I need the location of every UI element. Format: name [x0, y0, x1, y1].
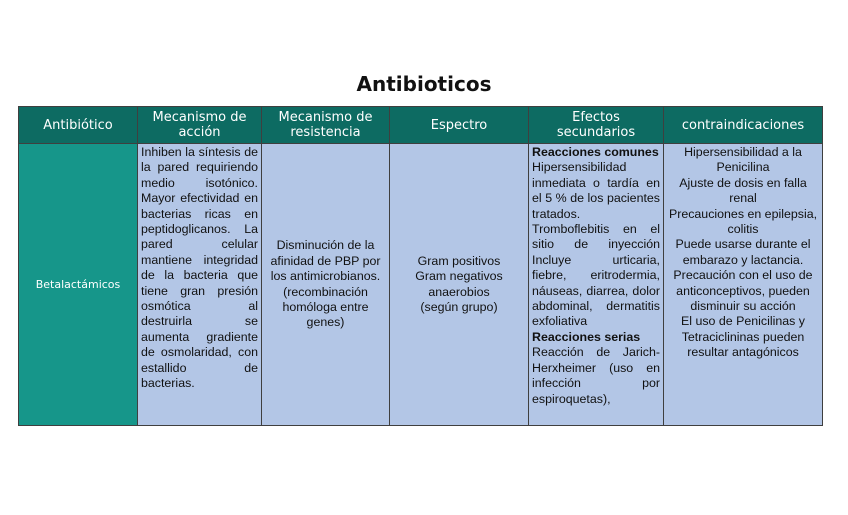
header-resistance: Mecanismo de resistencia — [262, 107, 390, 144]
table-row — [19, 144, 823, 426]
contraindication-item: Precauciones en epilepsia, colitis — [668, 206, 818, 237]
page-title: Antibioticos — [356, 72, 492, 96]
cell-antibiotic: Betalactámicos — [19, 144, 138, 426]
contraindication-item: Puede usarse durante el embarazo y lactancia. — [675, 237, 811, 267]
antibiotics-table — [18, 106, 823, 426]
contraindication-item: Ajuste de dosis en falla renal — [679, 175, 807, 206]
cell-spectrum — [390, 144, 529, 426]
table-header-row — [19, 107, 823, 144]
spectrum-line: (según grupo) — [420, 299, 498, 314]
common-reactions-heading: Reacciones comunes — [532, 145, 659, 159]
cell-contraindications — [664, 144, 823, 426]
cell-side-effects — [529, 144, 664, 426]
header-spectrum: Espectro — [390, 107, 529, 144]
contraindication-item: Precaución con el uso de anticonceptivos, pueden disminuir su acción — [673, 268, 813, 314]
spectrum-line: Gram positivos — [417, 253, 501, 268]
header-mechanism: Mecanismo de acción — [138, 107, 262, 144]
serious-reactions-heading: Reacciones serias — [532, 329, 641, 344]
spectrum-line: anaerobios — [428, 284, 490, 299]
cell-resistance: Disminución de la afinidad de PBP por los antimicrobianos. (recombinación homóloga entre genes) — [262, 144, 390, 426]
contraindication-item: Hipersensibilidad a la Penicilina — [684, 145, 802, 175]
contraindication-item: El uso de Penicilinas y Tetraciclininas pueden resultar antagónicos — [681, 314, 805, 360]
header-contraindications: contraindicaciones — [664, 107, 823, 144]
header-antibiotic: Antibiótico — [19, 107, 138, 144]
header-side-effects: Efectos secundarios — [529, 107, 664, 144]
cell-mechanism: Inhiben la síntesis de la pared requiriendo medio isotónico. Mayor efectividad en bacterias ricas en peptidoglicanos. La pared celular mantiene integridad de la bacteria que tiene gran presión osmótica al destruirla se aumenta gradiente de osmolaridad, con estallido de bacterias. — [138, 144, 262, 426]
spectrum-line: Gram negativos — [415, 269, 503, 284]
serious-reactions-text: Reacción de Jarich-Herxheimer (uso en infección por espiroquetas), — [532, 345, 660, 406]
common-reactions-text: Hipersensibilidad inmediata o tardía en el 5 % de los pacientes tratados. Tromboflebitis en el sitio de inyección Incluye urticaria, fiebre, eritrodermia, náuseas, diarrea, dolor abdominal, dermatitis exfoliativa — [532, 160, 660, 329]
